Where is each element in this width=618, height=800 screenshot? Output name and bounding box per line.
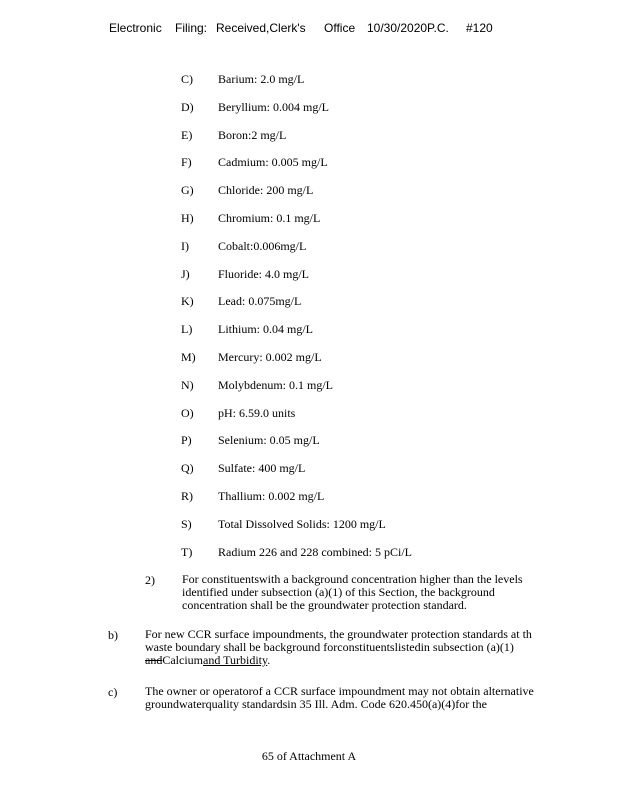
paragraph-2-line: For constituentswith a background concentration higher than the levels [182, 572, 523, 586]
item-text: Lead: 0.075mg/L [218, 294, 302, 308]
item-text: Radium 226 and 228 combined: 5 pCi/L [218, 545, 412, 559]
paragraph-b-line: waste boundary shall be background forconstituentslistedin subsection (a)(1) [145, 640, 514, 654]
list-item [0, 128, 618, 144]
period: . [267, 653, 271, 667]
item-text: Cadmium: 0.005 mg/L [218, 155, 328, 169]
paragraph-2-label: 2) [145, 573, 155, 587]
item-label: T) [181, 545, 193, 559]
paragraph-c-line: groundwaterquality standardsin 35 Ill. Adm. Code 620.450(a)(4)for the [145, 697, 487, 711]
item-text: Cobalt:0.006mg/L [218, 239, 307, 253]
list-item [0, 294, 618, 310]
item-label: P) [181, 433, 192, 447]
item-label: N) [181, 378, 194, 392]
list-item [0, 545, 618, 561]
list-item [0, 489, 618, 505]
inserted-text: Calcium [162, 653, 203, 667]
list-item [0, 72, 618, 88]
header-office: Office [324, 21, 356, 35]
item-text: Chromium: 0.1 mg/L [218, 211, 321, 225]
list-item [0, 350, 618, 366]
item-text: Lithium: 0.04 mg/L [218, 322, 313, 336]
item-label: S) [181, 517, 192, 531]
item-label: Q) [181, 461, 194, 475]
header-date: 10/30/2020P.C. [367, 21, 449, 35]
page-footer: 65 of Attachment A [261, 749, 357, 763]
list-item [0, 100, 618, 116]
list-item [0, 517, 618, 533]
item-label: C) [181, 72, 193, 86]
list-item [0, 433, 618, 449]
paragraph-c-label: c) [108, 685, 118, 699]
list-item [0, 183, 618, 199]
item-label: H) [181, 211, 194, 225]
paragraph-2-line: identified under subsection (a)(1) of this Section, the background [182, 585, 495, 599]
item-text: Total Dissolved Solids: 1200 mg/L [218, 517, 386, 531]
list-item [0, 267, 618, 283]
header-filing: Filing: [175, 21, 208, 35]
item-text: Beryllium: 0.004 mg/L [218, 100, 329, 114]
list-item [0, 155, 618, 171]
paragraph-b-line: For new CCR surface impoundments, the groundwater protection standards at th [145, 627, 532, 641]
item-label: D) [181, 100, 194, 114]
item-text: Selenium: 0.05 mg/L [218, 433, 320, 447]
header-received: Received,Clerk's [216, 21, 306, 35]
item-text: Barium: 2.0 mg/L [218, 72, 305, 86]
item-text: Chloride: 200 mg/L [218, 183, 314, 197]
item-text: Mercury: 0.002 mg/L [218, 350, 322, 364]
item-label: O) [181, 406, 194, 420]
item-text: Thallium: 0.002 mg/L [218, 489, 325, 503]
list-item [0, 406, 618, 422]
item-label: M) [181, 350, 196, 364]
header-electronic: Electronic [109, 21, 162, 35]
item-text: Fluoride: 4.0 mg/L [218, 267, 309, 281]
list-item [0, 378, 618, 394]
item-text: Molybdenum: 0.1 mg/L [218, 378, 333, 392]
item-label: R) [181, 489, 193, 503]
item-label: L) [181, 322, 193, 336]
paragraph-2-line: concentration shall be the groundwater protection standard. [182, 598, 467, 612]
header-number: #120 [466, 21, 493, 35]
item-label: J) [181, 267, 190, 281]
item-text: pH: 6.59.0 units [218, 406, 296, 420]
paragraph-b-label: b) [108, 628, 118, 642]
item-label: I) [181, 239, 189, 253]
item-label: F) [181, 155, 192, 169]
list-item [0, 322, 618, 338]
list-item [0, 461, 618, 477]
item-text: Boron:2 mg/L [218, 128, 287, 142]
struck-text: and [145, 653, 163, 667]
item-text: Sulfate: 400 mg/L [218, 461, 306, 475]
underlined-text: and Turbidity [203, 653, 268, 667]
item-label: G) [181, 183, 194, 197]
item-label: K) [181, 294, 194, 308]
paragraph-b-line [145, 654, 532, 667]
item-label: E) [181, 128, 193, 142]
list-item [0, 239, 618, 255]
paragraph-c-line: The owner or operatorof a CCR surface impoundment may not obtain alternative [145, 684, 534, 698]
list-item [0, 211, 618, 227]
